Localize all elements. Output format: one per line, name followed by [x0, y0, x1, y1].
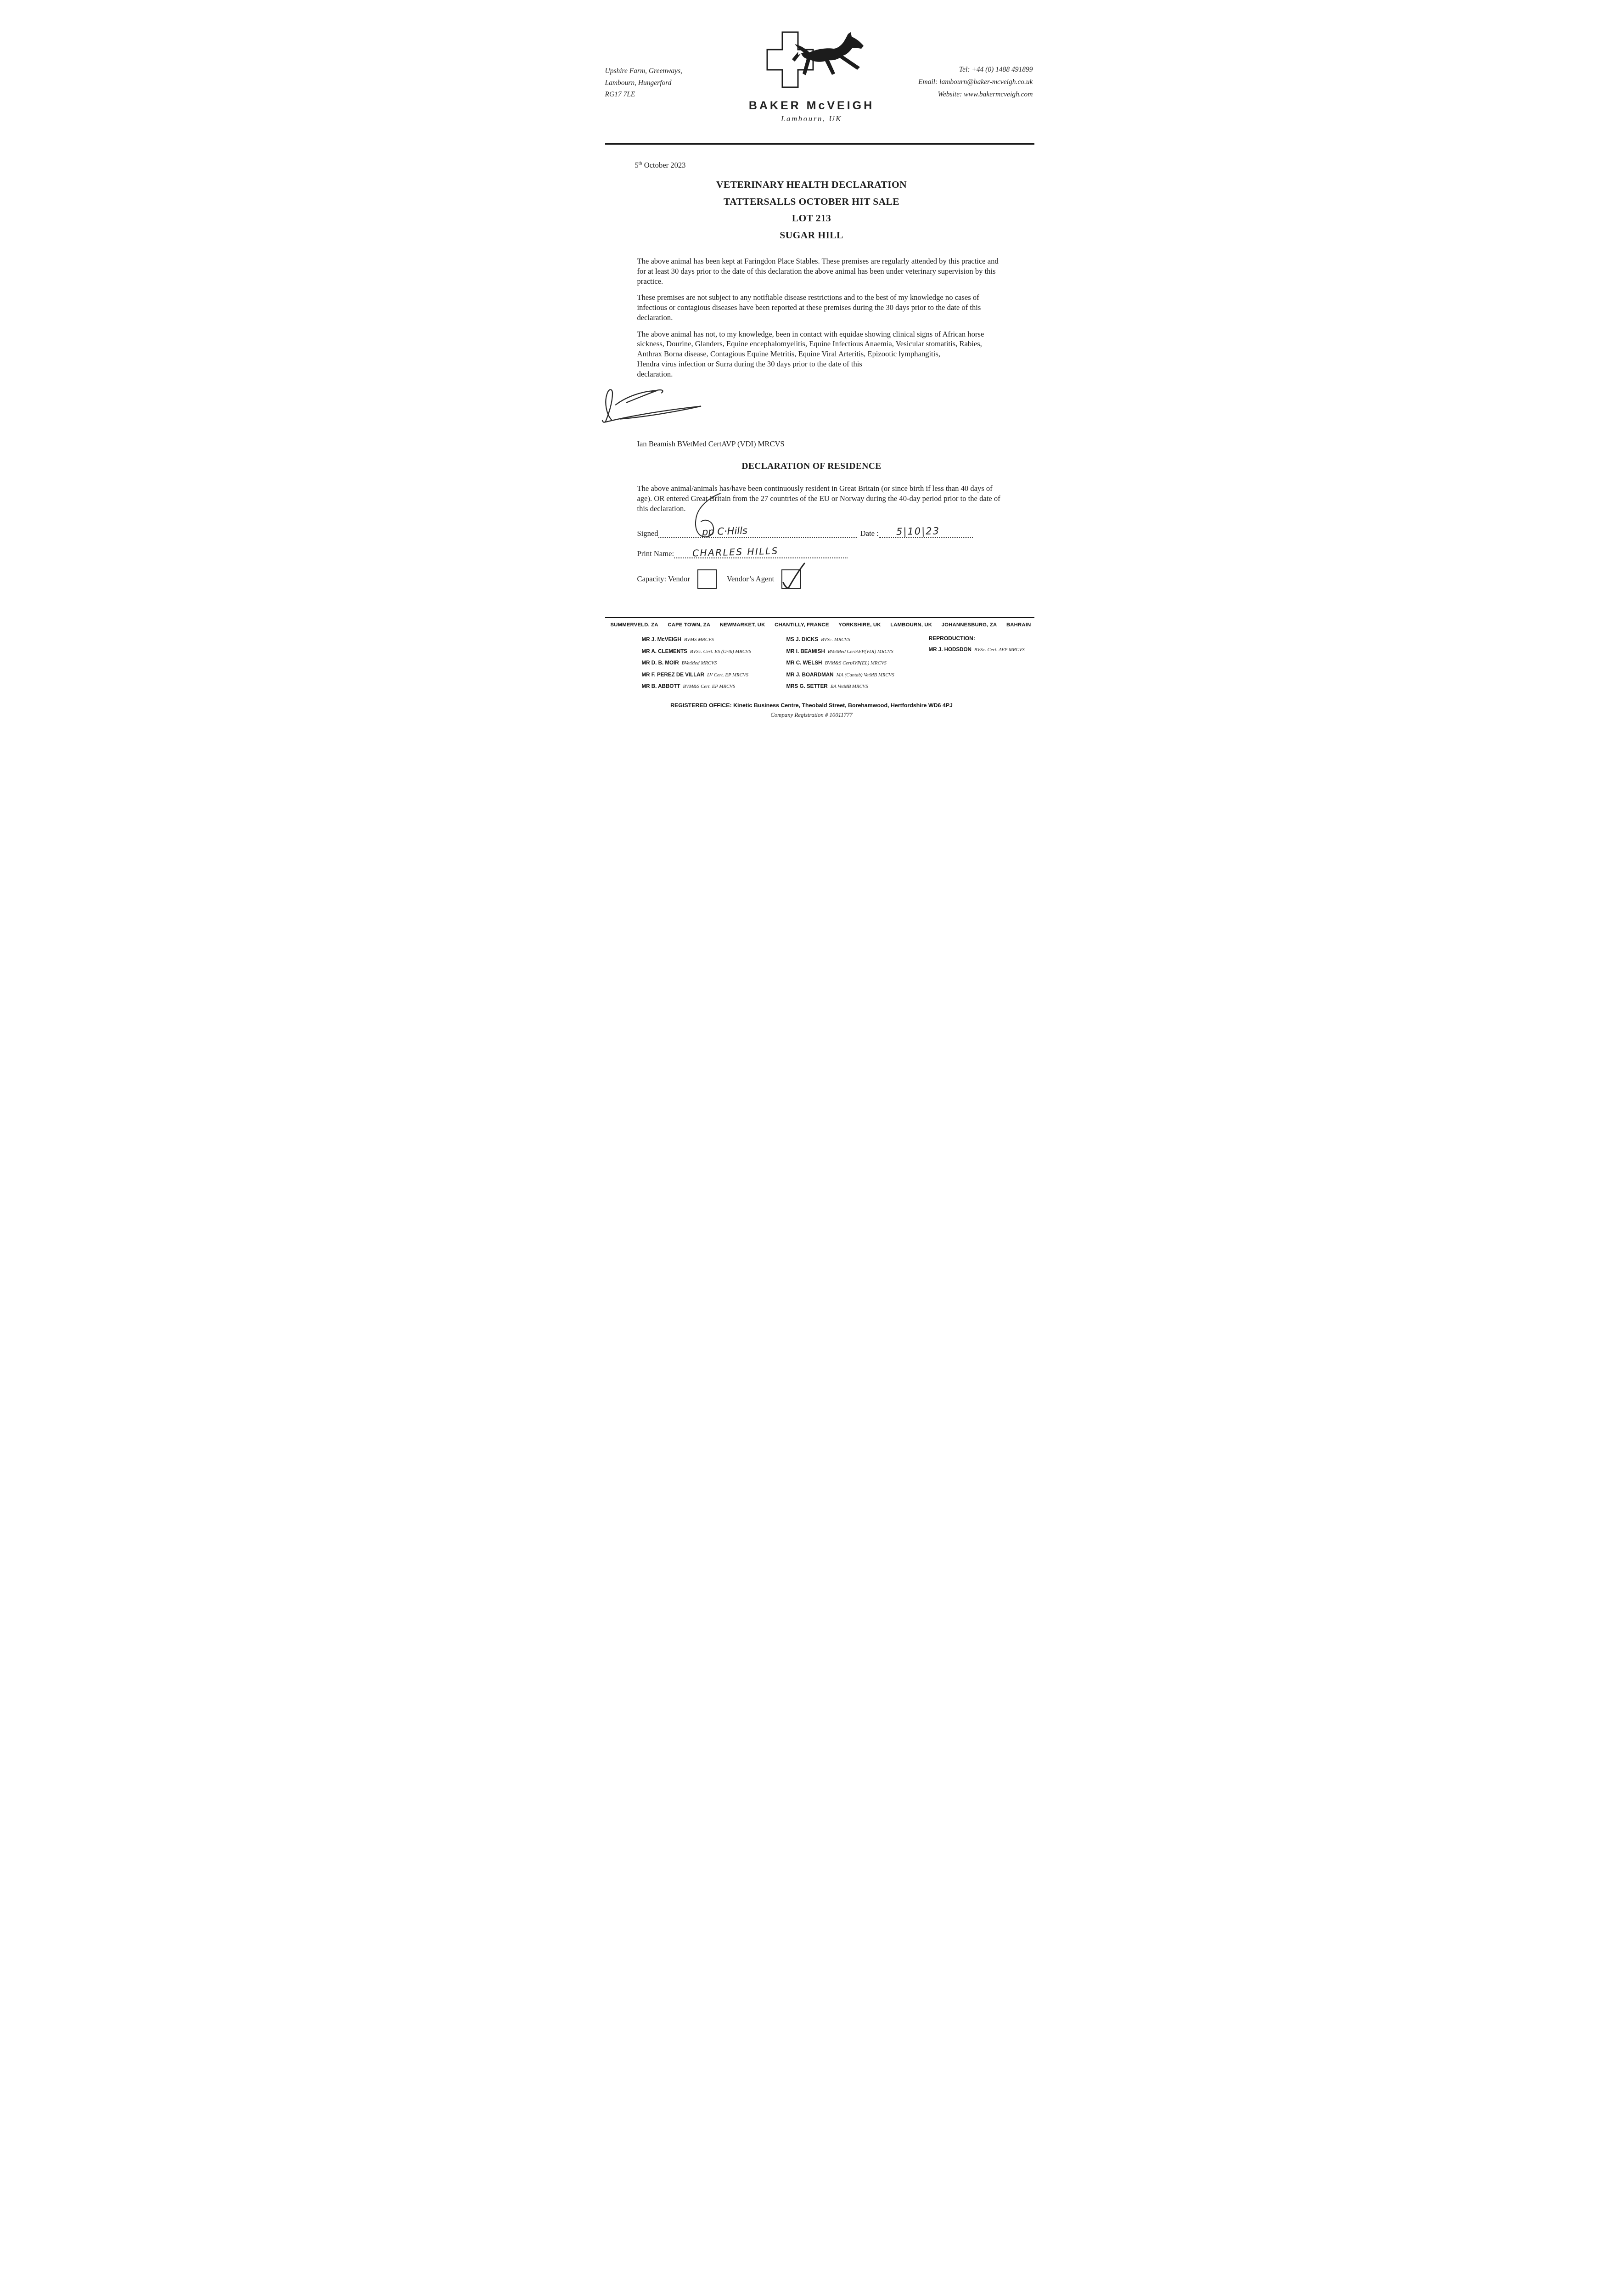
paragraph-kept-at: The above animal has been kept at Faringdon Place Stables. These premises are regularly attended by this practice and for at least 30 days prior to the date of this declaration the above animal has been under veterinary supervision by this practice. [637, 257, 999, 286]
location: NEWMARKET, UK [719, 622, 765, 628]
title-line-4: SUGAR HILL [780, 229, 843, 241]
date-ordinal: th [638, 161, 642, 166]
contact-website: Website: www.bakermcveigh.com [938, 90, 1033, 99]
staff-member: MR I. BEAMISH BVetMed CertAVP(VDI) MRCVS [786, 648, 893, 654]
brand-name: BAKER McVEIGH [748, 99, 875, 112]
handwritten-tick-icon [781, 563, 806, 592]
capacity-row [637, 569, 1064, 589]
brand-location: Lambourn, UK [781, 114, 842, 123]
location: SUMMERVELD, ZA [610, 622, 658, 628]
signed-handwriting: pp C·Hills [702, 525, 747, 538]
footer [559, 617, 1064, 719]
print-name-label: Print Name: [637, 549, 674, 558]
signed-row [637, 525, 1064, 538]
declaration-body [637, 256, 1001, 379]
address-line-3: RG17 7LE [605, 90, 635, 99]
vendors-agent-checkbox [781, 569, 801, 589]
signed-dotted-line [658, 525, 857, 538]
location: CHANTILLY, FRANCE [775, 622, 829, 628]
handwritten-signature-icon [598, 385, 708, 427]
capacity-vendor-label: Capacity: Vendor [637, 574, 690, 584]
staff-member: MR J. HODSDON BVSc. Cert. AVP MRCVS [928, 647, 1025, 653]
print-name-handwriting: CHARLES HILLS [692, 546, 779, 559]
location: JOHANNESBURG, ZA [941, 622, 997, 628]
location: YORKSHIRE, UK [838, 622, 881, 628]
document-page [559, 0, 1064, 718]
date-dotted-line [879, 525, 973, 538]
handwritten-loop-scribble-icon [678, 492, 730, 549]
registered-office: REGISTERED OFFICE: Kinetic Business Centre, Theobald Street, Borehamwood, Hertfordshire WD6 4PJ [670, 702, 953, 709]
vet-signature-block [598, 385, 1064, 429]
staff-member: MR J. McVEIGH BVMS MRCVS [641, 636, 714, 643]
date-handwriting: 5|10|23 [896, 525, 940, 538]
vet-name: Ian Beamish BVetMed CertAVP (VDI) MRCVS [637, 439, 785, 449]
staff-member: MR B. ABBOTT BVM&S Cert. EP MRCVS [641, 683, 736, 690]
location: LAMBOURN, UK [890, 622, 932, 628]
staff-member: MR C. WELSH BVM&S CertAVP(EL) MRCVS [786, 660, 887, 666]
letterhead [559, 0, 1064, 152]
staff-column-reproduction [929, 635, 1025, 694]
contact-email: Email: lambourn@baker-mcveigh.co.uk [918, 78, 1033, 86]
staff-member: MS J. DICKS BVSc. MRCVS [786, 636, 850, 643]
address-line-2: Lambourn, Hungerford [605, 79, 672, 87]
document-title [559, 176, 1064, 243]
reproduction-heading: REPRODUCTION: [928, 635, 975, 642]
print-name-row [637, 546, 1064, 559]
vendor-checkbox [697, 569, 717, 589]
staff-member: MR A. CLEMENTS BVSc. Cert. ES (Orth) MRCVS [641, 648, 752, 654]
cross-and-horse-logo-icon [754, 28, 869, 96]
date-rest: October 2023 [642, 161, 686, 169]
residence-paragraph: The above animal/animals has/have been continuously resident in Great Britain (or since birth if less than 40 days of age). OR entered Great Britain from the 27 countries of the EU or Norway during the 40-day period prior to the date of this declaration. [637, 484, 1000, 513]
address-line-1: Upshire Farm, Greenways, [605, 67, 682, 75]
staff-member: MR F. PEREZ DE VILLAR LV Cert. EP MRCVS [641, 671, 748, 678]
header-divider-rule [605, 143, 1034, 145]
title-line-2: TATTERSALLS OCTOBER HIT SALE [723, 196, 899, 207]
paragraph-diseases: The above animal has not, to my knowledge, been in contact with equidae showing clinical signs of African horse sickness, Dourine, Glanders, Equine encephalomyelitis, Equine Infectious Anaemia, Vesicular stomatitis, Rabies, Anthrax Borna disease, Contagious Equine Metritis, Equine Viral Arteritis, Epizootic lymphangitis, [637, 329, 984, 359]
contact-details [918, 63, 1033, 101]
staff-member: MR J. BOARDMAN MA (Cantab) VetMB MRCVS [786, 671, 894, 678]
company-registration: Company Registration # 10011777 [770, 711, 853, 718]
residence-heading: DECLARATION OF RESIDENCE [741, 461, 882, 472]
paragraph-premises: These premises are not subject to any notifiable disease restrictions and to the best of my knowledge no cases of infectious or contagious diseases have been reported at these premises during the 30 days prior to the date of this declaration. [637, 293, 981, 322]
office-locations [611, 622, 1031, 628]
location: CAPE TOWN, ZA [668, 622, 711, 628]
date-label: Date : [860, 529, 879, 538]
footer-divider-rule [605, 617, 1034, 618]
staff-member: MR D. B. MOIR BVetMed MRCVS [641, 660, 717, 666]
contact-tel: Tel: +44 (0) 1488 491899 [959, 66, 1033, 73]
title-line-1: VETERINARY HEALTH DECLARATION [716, 179, 907, 190]
staff-member: MRS G. SETTER BA VetMB MRCVS [786, 683, 868, 690]
paragraph-diseases-continued: Hendra virus infection or Surra during the 30 days prior to the date of this declaration. [637, 359, 862, 378]
title-line-3: LOT 213 [792, 213, 831, 224]
location: BAHRAIN [1006, 622, 1031, 628]
staff-column-1 [642, 635, 786, 694]
staff-directory [642, 635, 1064, 694]
vendors-agent-label: Vendor’s Agent [726, 574, 775, 584]
signed-label: Signed [637, 529, 658, 538]
print-name-dotted-line [674, 546, 848, 559]
staff-column-2 [786, 635, 929, 694]
document-date [635, 161, 1064, 170]
residence-section [559, 484, 1064, 589]
date-day: 5 [635, 161, 639, 169]
